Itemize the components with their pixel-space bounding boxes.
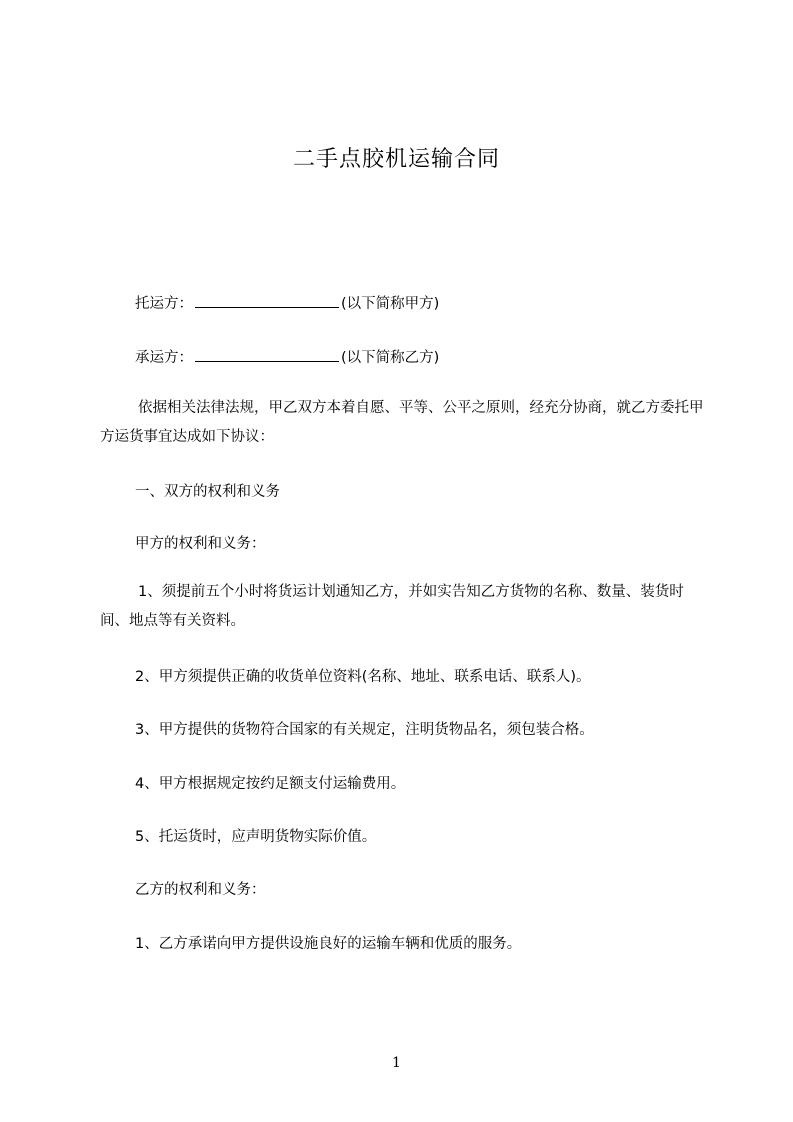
carrier-suffix: (以下简称乙方)	[341, 350, 440, 366]
party-b-item-1: 1、乙方承诺向甲方提供设施良好的运输车辆和优质的服务。	[135, 936, 522, 952]
party-a-heading: 甲方的权利和义务：	[135, 536, 266, 552]
party-a-item-3: 3、甲方提供的货物符合国家的有关规定，注明货物品名，须包装合格。	[135, 722, 594, 738]
intro-text: 依据相关法律法规，甲乙双方本着自愿、平等、公平之原则，经充分协商，就乙方委托甲方运货事宜达成如下协议：	[100, 400, 704, 445]
party-a-item-5: 5、托运货时，应声明货物实际价值。	[135, 829, 377, 845]
party-a-item-1	[100, 578, 712, 636]
carrier-label: 承运方：	[135, 350, 193, 366]
page-number: 1	[392, 1055, 401, 1071]
document-title: 二手点胶机运输合同	[292, 147, 500, 172]
party-a-item-text: 1、须提前五个小时将货运计划通知乙方，并如实告知乙方货物的名称、数量、装货时间、地点等有关资料。	[100, 584, 684, 629]
party-b-heading: 乙方的权利和义务：	[135, 882, 266, 898]
shipper-line	[135, 292, 439, 313]
section-heading: 一、双方的权利和义务	[135, 484, 280, 500]
shipper-suffix: (以下简称甲方)	[341, 296, 440, 312]
carrier-line	[135, 346, 439, 367]
party-a-item-2: 2、甲方须提供正确的收货单位资料(名称、地址、联系电话、联系人)。	[135, 669, 591, 685]
party-a-item-4: 4、甲方根据规定按约足额支付运输费用。	[135, 776, 406, 792]
shipper-label: 托运方：	[135, 296, 193, 312]
shipper-blank	[195, 293, 339, 308]
intro-paragraph	[100, 394, 712, 452]
carrier-blank	[195, 347, 339, 362]
